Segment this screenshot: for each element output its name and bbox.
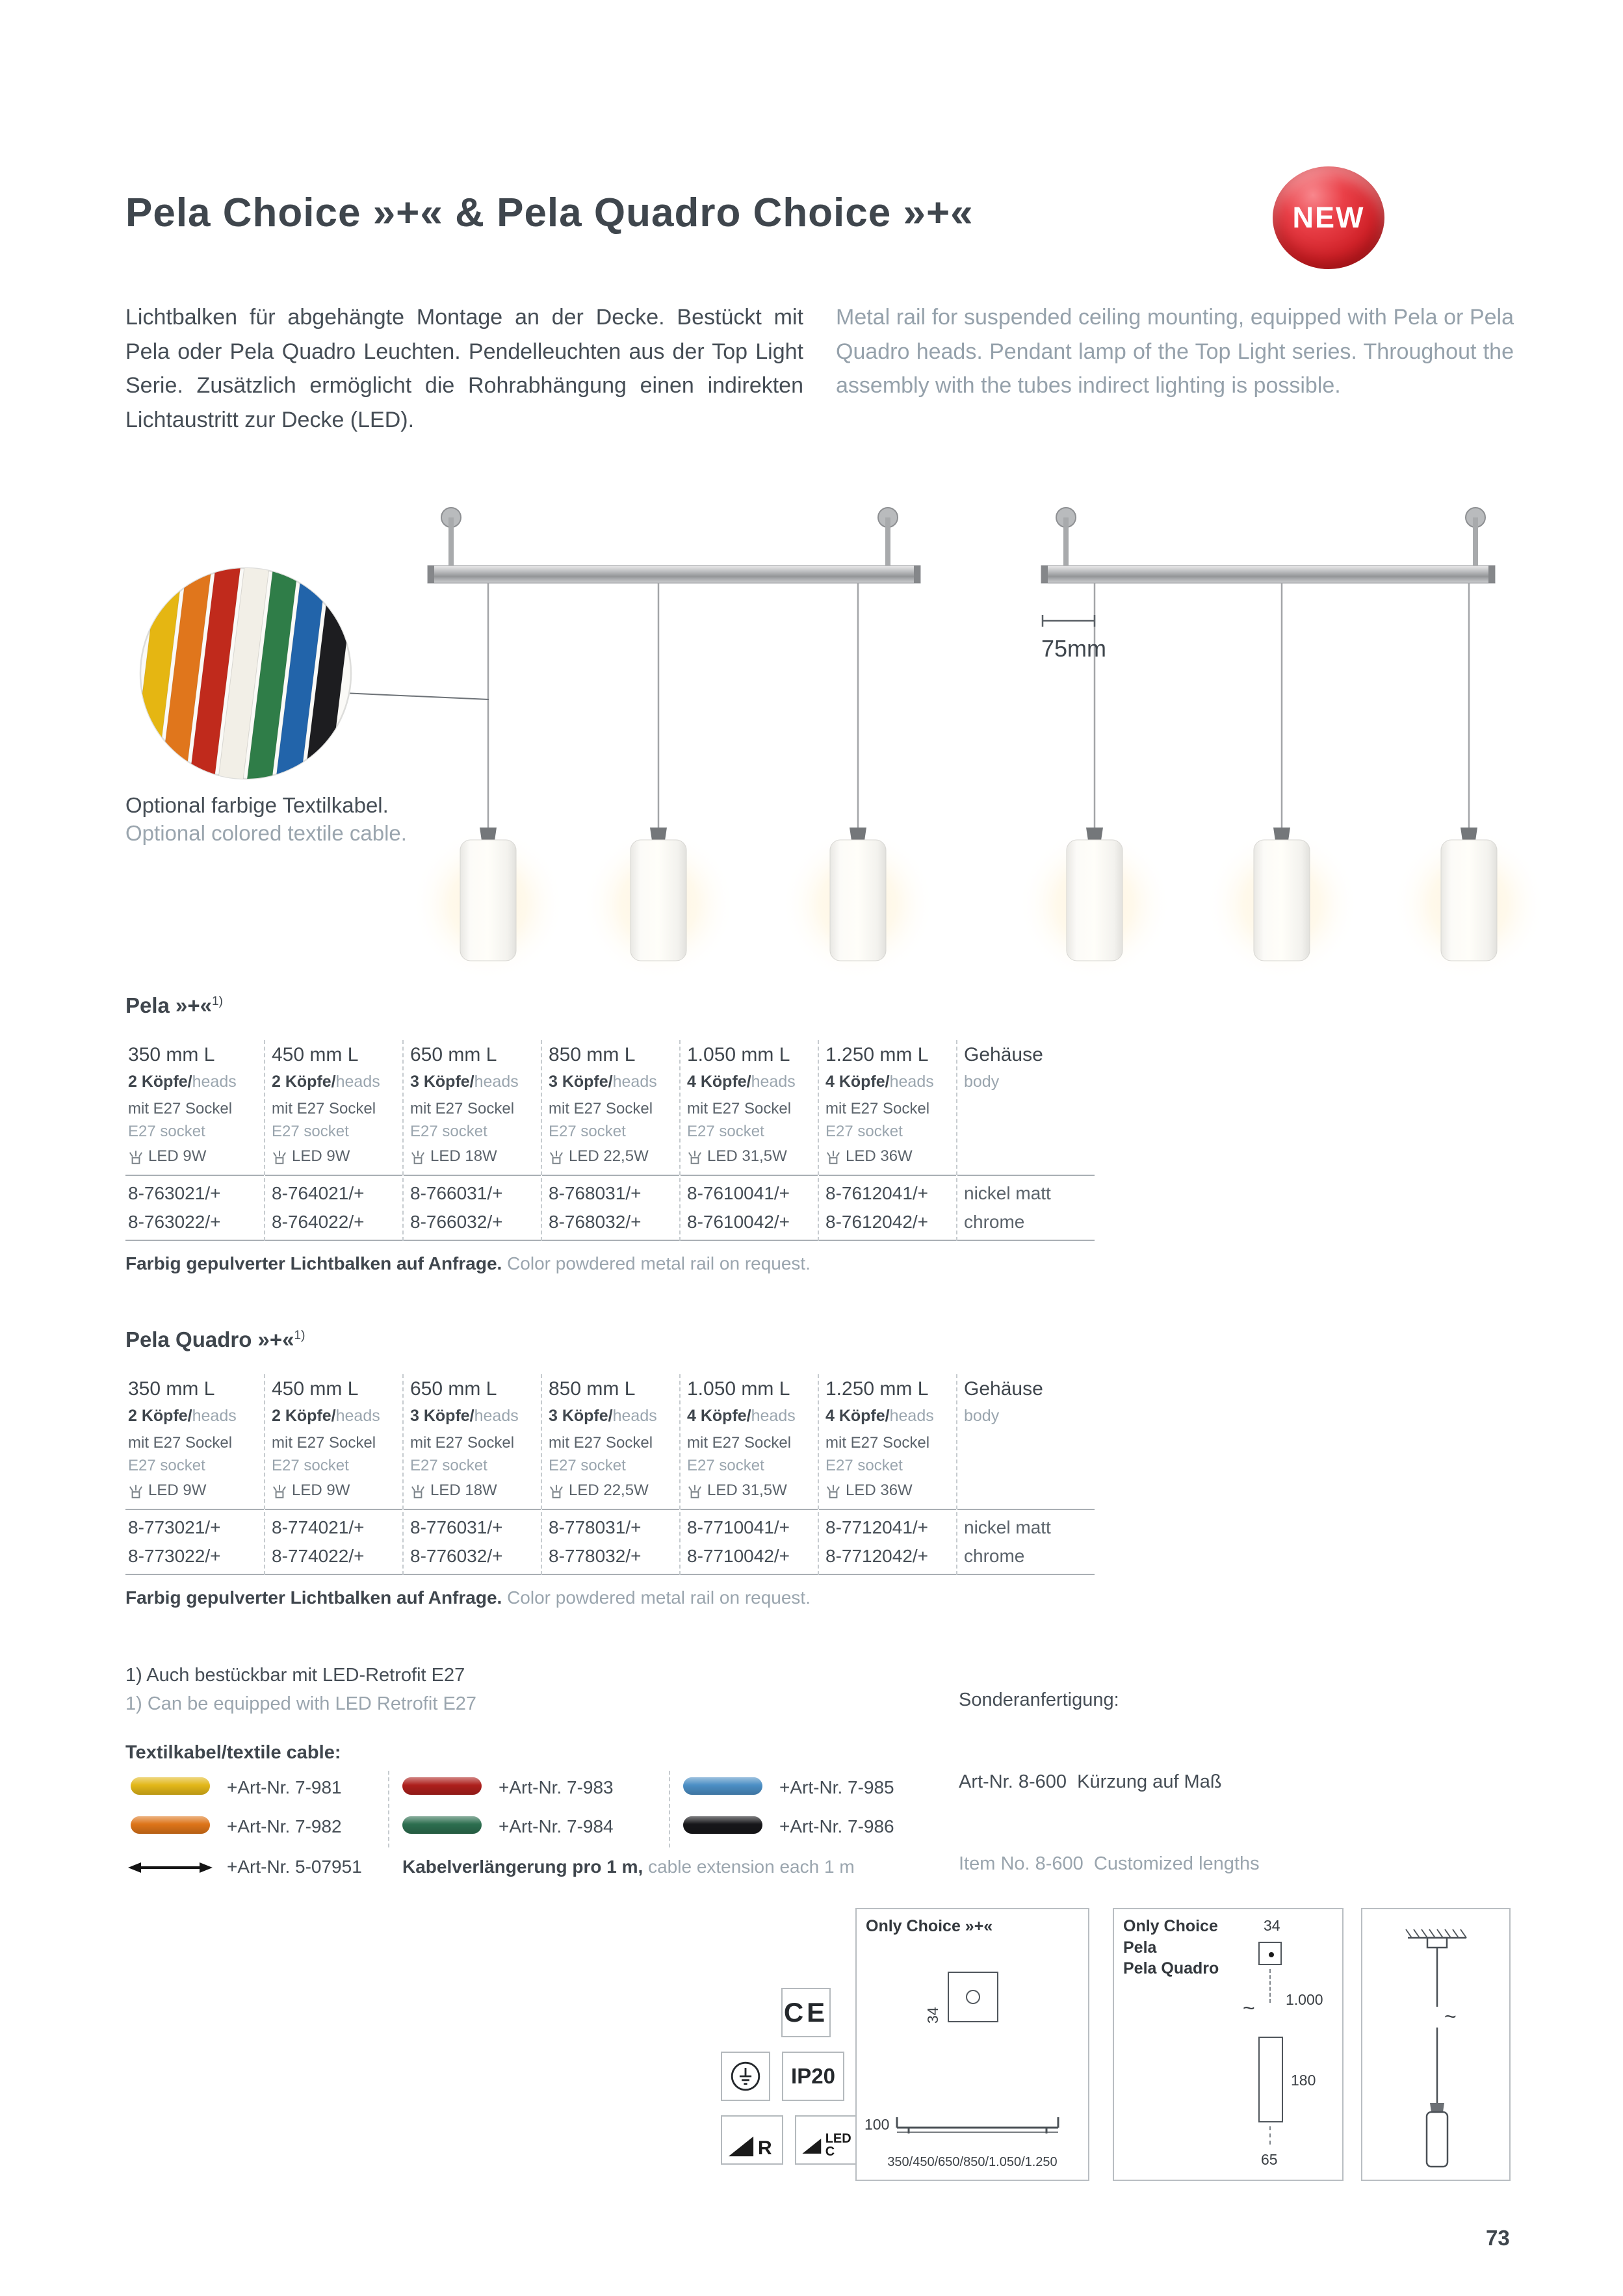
table-column bbox=[125, 1374, 264, 1575]
heads-label: 3 Köpfe/heads bbox=[549, 1407, 657, 1425]
length-header: 850 mm L bbox=[549, 1044, 636, 1065]
custom-art-en: Item No. 8-600 Customized lengths bbox=[959, 1853, 1260, 1875]
socket-label-de: mit E27 Sockel bbox=[410, 1100, 515, 1117]
length-header: 1.050 mm L bbox=[687, 1378, 790, 1400]
finish-option: chrome bbox=[964, 1546, 1025, 1566]
extension-description: Kabelverlängerung pro 1 m, cable extension each 1 m bbox=[402, 1857, 855, 1877]
article-numbers bbox=[542, 1509, 679, 1575]
article-number: 8-764021/+ bbox=[272, 1183, 365, 1203]
table-column-body bbox=[956, 1040, 1095, 1241]
length-header: 450 mm L bbox=[272, 1378, 359, 1400]
body-header-de: Gehäuse bbox=[964, 1378, 1043, 1400]
pela-heading bbox=[125, 993, 223, 1018]
heads-label: 4 Köpfe/heads bbox=[825, 1073, 934, 1091]
led-icon bbox=[272, 1483, 287, 1500]
socket-label-de: mit E27 Sockel bbox=[549, 1100, 653, 1117]
dim-1000: 1.000 bbox=[1286, 1991, 1323, 2008]
cable-art-no: +Art-Nr. 7-984 bbox=[499, 1816, 614, 1836]
textile-cable-heading: Textilkabel/textile cable: bbox=[125, 1742, 341, 1763]
led-wattage: LED 9W bbox=[128, 1145, 264, 1175]
article-number: 8-778032/+ bbox=[549, 1546, 642, 1566]
rail-top-view bbox=[948, 1972, 998, 2022]
footnotes bbox=[125, 1662, 476, 1718]
led-wattage: LED 36W bbox=[825, 1480, 956, 1509]
led-icon bbox=[687, 1149, 703, 1166]
article-numbers bbox=[404, 1509, 541, 1575]
article-number: 8-773021/+ bbox=[128, 1517, 221, 1537]
socket-label-de: mit E27 Sockel bbox=[549, 1434, 653, 1452]
lamp-assembly-right bbox=[1018, 508, 1546, 981]
cable-art-no: +Art-Nr. 7-985 bbox=[779, 1777, 894, 1797]
socket-label-en: E27 socket bbox=[272, 1457, 349, 1474]
cable-swatch-red bbox=[402, 1777, 482, 1795]
tech-drawing-pendant bbox=[1113, 1908, 1344, 2181]
article-number: 8-774022/+ bbox=[272, 1546, 365, 1566]
led-wattage: LED 9W bbox=[272, 1145, 402, 1175]
figure-caption-en: Optional colored textile cable. bbox=[125, 821, 407, 845]
tilde-variable-length: ~ bbox=[1243, 1996, 1255, 2020]
new-badge bbox=[1273, 166, 1384, 269]
new-badge-label: NEW bbox=[1292, 201, 1365, 234]
table-column bbox=[402, 1040, 541, 1241]
article-number: 8-768032/+ bbox=[549, 1212, 642, 1232]
socket-label-de: mit E27 Sockel bbox=[272, 1100, 376, 1117]
heads-label: 4 Köpfe/heads bbox=[687, 1407, 796, 1425]
table-column bbox=[264, 1374, 402, 1575]
article-numbers bbox=[265, 1509, 402, 1575]
available-lengths: 350/450/650/850/1.050/1.250 bbox=[887, 2155, 1058, 2169]
led-wattage: LED 31,5W bbox=[687, 1480, 818, 1509]
article-numbers bbox=[542, 1175, 679, 1241]
product-photo bbox=[0, 478, 1623, 985]
intro-paragraph-german: Lichtbalken für abgehängte Montage an der Decke. Bestückt mit Pela oder Pela Quadro Leuchten. Pendelleuchten aus der Top Light Serie. Zusätzlich ermöglicht die Rohrabhängung einen indirekten Lichtaustritt zur Decke (LED). bbox=[125, 305, 803, 433]
heads-label: 2 Köpfe/heads bbox=[272, 1073, 380, 1091]
quadro-heading bbox=[125, 1327, 305, 1352]
socket-label-de: mit E27 Sockel bbox=[410, 1434, 515, 1452]
finish-options bbox=[957, 1175, 1095, 1241]
length-header: 1.250 mm L bbox=[825, 1378, 929, 1400]
socket-label-en: E27 socket bbox=[128, 1457, 205, 1474]
ip20-rating-icon: IP20 bbox=[782, 2052, 844, 2101]
dim-34: 34 bbox=[924, 2007, 941, 2024]
page-title: Pela Choice »+« & Pela Quadro Choice »+« bbox=[125, 190, 974, 235]
table-column-body bbox=[956, 1374, 1095, 1575]
heads-label: 4 Köpfe/heads bbox=[687, 1073, 796, 1091]
drawing-title: Only Choice Pela Pela Quadro bbox=[1123, 1917, 1219, 1977]
table-column bbox=[679, 1040, 818, 1241]
length-header: 650 mm L bbox=[410, 1378, 497, 1400]
length-header: 650 mm L bbox=[410, 1044, 497, 1065]
led-icon bbox=[687, 1483, 703, 1500]
heads-label: 4 Köpfe/heads bbox=[825, 1407, 934, 1425]
article-number: 8-7712042/+ bbox=[825, 1546, 929, 1566]
led-wattage: LED 22,5W bbox=[549, 1145, 679, 1175]
cable-swatch-black bbox=[683, 1816, 762, 1834]
socket-label-en: E27 socket bbox=[128, 1123, 205, 1140]
article-number: 8-763022/+ bbox=[128, 1212, 221, 1232]
article-numbers bbox=[125, 1509, 264, 1575]
extension-art-no: +Art-Nr. 5-07951 bbox=[227, 1857, 362, 1877]
article-number: 8-766031/+ bbox=[410, 1183, 503, 1203]
article-number: 8-7712041/+ bbox=[825, 1517, 929, 1537]
tech-drawing-choice bbox=[855, 1908, 1089, 2181]
table-column bbox=[541, 1040, 679, 1241]
led-icon bbox=[825, 1483, 841, 1500]
figure-caption-de: Optional farbige Textilkabel. bbox=[125, 793, 389, 817]
textile-cable-table bbox=[125, 1771, 1113, 1901]
finish-option: nickel matt bbox=[964, 1183, 1051, 1203]
cable-swatch-orange bbox=[131, 1816, 210, 1834]
dim-100: 100 bbox=[864, 2116, 890, 2133]
article-numbers bbox=[819, 1509, 956, 1575]
socket-label-en: E27 socket bbox=[687, 1123, 764, 1140]
article-number: 8-778031/+ bbox=[549, 1517, 642, 1537]
lamp-body-symbol bbox=[1258, 2037, 1283, 2122]
canopy-symbol bbox=[1258, 1942, 1282, 1965]
dim-extension-line bbox=[1269, 2126, 1271, 2145]
led-icon bbox=[272, 1149, 287, 1166]
lamp-assembly-left bbox=[411, 508, 935, 981]
socket-label-de: mit E27 Sockel bbox=[825, 1434, 930, 1452]
article-numbers bbox=[125, 1175, 264, 1241]
article-number: 8-776031/+ bbox=[410, 1517, 503, 1537]
footnote-marker: 1) bbox=[294, 1329, 305, 1342]
cable-art-no: +Art-Nr. 7-982 bbox=[227, 1816, 342, 1836]
dim-180: 180 bbox=[1291, 2072, 1316, 2089]
article-number: 8-768031/+ bbox=[549, 1183, 642, 1203]
article-numbers bbox=[681, 1509, 818, 1575]
article-numbers bbox=[265, 1175, 402, 1241]
rail-side-view bbox=[857, 2102, 1091, 2147]
phase-dimmer-triangle bbox=[727, 2132, 755, 2158]
article-number: 8-7710041/+ bbox=[687, 1517, 790, 1537]
article-number: 8-7612041/+ bbox=[825, 1183, 929, 1203]
quadro-table bbox=[125, 1374, 1095, 1575]
led-icon bbox=[410, 1483, 426, 1500]
socket-label-en: E27 socket bbox=[825, 1457, 903, 1474]
led-icon bbox=[410, 1149, 426, 1166]
socket-label-en: E27 socket bbox=[272, 1123, 349, 1140]
pela-table bbox=[125, 1040, 1095, 1241]
dimmable-r-icon: R bbox=[721, 2115, 783, 2165]
cable-art-no: +Art-Nr. 7-983 bbox=[499, 1777, 614, 1797]
length-header: 1.250 mm L bbox=[825, 1044, 929, 1065]
length-header: 450 mm L bbox=[272, 1044, 359, 1065]
body-header-de: Gehäuse bbox=[964, 1044, 1043, 1065]
socket-label-en: E27 socket bbox=[825, 1123, 903, 1140]
finish-option: chrome bbox=[964, 1212, 1025, 1232]
cable-swatch-green bbox=[402, 1816, 482, 1834]
tube-suspension-drawing bbox=[1362, 1909, 1512, 2182]
led-wattage: LED 9W bbox=[128, 1480, 264, 1509]
article-number: 8-774021/+ bbox=[272, 1517, 365, 1537]
table-column bbox=[818, 1040, 956, 1241]
led-wattage: LED 36W bbox=[825, 1145, 956, 1175]
page-number: 73 bbox=[1486, 2226, 1510, 2250]
article-numbers bbox=[404, 1175, 541, 1241]
socket-label-en: E27 socket bbox=[410, 1457, 487, 1474]
ground-symbol bbox=[729, 2059, 762, 2093]
pela-table-note: Farbig gepulverter Lichtbalken auf Anfrage. Color powdered metal rail on request. bbox=[125, 1253, 811, 1273]
heads-label: 3 Köpfe/heads bbox=[410, 1407, 519, 1425]
cable-swatch-yellow bbox=[131, 1777, 210, 1795]
drawing-title: Only Choice »+« bbox=[866, 1917, 993, 1935]
socket-label-en: E27 socket bbox=[410, 1123, 487, 1140]
led-wattage: LED 18W bbox=[410, 1145, 541, 1175]
protective-earth-icon bbox=[721, 2052, 770, 2101]
custom-title: Sonderanfertigung: bbox=[959, 1689, 1119, 1711]
dim-65: 65 bbox=[1261, 2151, 1278, 2168]
cable-art-no: +Art-Nr. 7-986 bbox=[779, 1816, 894, 1836]
footnote-marker: 1) bbox=[212, 995, 223, 1008]
table-column bbox=[402, 1374, 541, 1575]
socket-label-de: mit E27 Sockel bbox=[128, 1100, 233, 1117]
heads-label: 2 Köpfe/heads bbox=[272, 1407, 380, 1425]
ce-mark-icon: CE bbox=[781, 1988, 831, 2037]
table-column bbox=[818, 1374, 956, 1575]
led-icon bbox=[549, 1483, 564, 1500]
length-header: 350 mm L bbox=[128, 1044, 215, 1065]
divider bbox=[669, 1771, 670, 1847]
socket-label-en: E27 socket bbox=[549, 1123, 626, 1140]
article-numbers bbox=[681, 1175, 818, 1241]
body-header-en: body bbox=[964, 1407, 1000, 1425]
table-column bbox=[264, 1040, 402, 1241]
heads-label: 2 Köpfe/heads bbox=[128, 1073, 237, 1091]
footnote-de: 1) Auch bestückbar mit LED-Retrofit E27 bbox=[125, 1665, 465, 1686]
table-column bbox=[541, 1374, 679, 1575]
dimension-75mm bbox=[1041, 615, 1106, 662]
led-icon bbox=[128, 1149, 144, 1166]
length-header: 850 mm L bbox=[549, 1378, 636, 1400]
socket-label-en: E27 socket bbox=[549, 1457, 626, 1474]
heads-label: 2 Köpfe/heads bbox=[128, 1407, 237, 1425]
table-column bbox=[125, 1040, 264, 1241]
heads-label: 3 Köpfe/heads bbox=[410, 1073, 519, 1091]
led-icon bbox=[549, 1149, 564, 1166]
led-icon bbox=[825, 1149, 841, 1166]
socket-label-de: mit E27 Sockel bbox=[687, 1434, 792, 1452]
quadro-table-note: Farbig gepulverter Lichtbalken auf Anfrage. Color powdered metal rail on request. bbox=[125, 1587, 811, 1608]
led-wattage: LED 22,5W bbox=[549, 1480, 679, 1509]
heads-label: 3 Köpfe/heads bbox=[549, 1073, 657, 1091]
socket-label-en: E27 socket bbox=[687, 1457, 764, 1474]
article-number: 8-763021/+ bbox=[128, 1183, 221, 1203]
body-header-en: body bbox=[964, 1073, 1000, 1091]
led-wattage: LED 18W bbox=[410, 1480, 541, 1509]
dimension-75mm-label: 75mm bbox=[1041, 635, 1107, 662]
finish-options bbox=[957, 1509, 1095, 1575]
article-number: 8-7710042/+ bbox=[687, 1546, 790, 1566]
article-number: 8-776032/+ bbox=[410, 1546, 503, 1566]
article-number: 8-766032/+ bbox=[410, 1212, 503, 1232]
footnote-en: 1) Can be equipped with LED Retrofit E27 bbox=[125, 1693, 477, 1714]
divider bbox=[388, 1771, 389, 1847]
table-column bbox=[679, 1374, 818, 1575]
double-arrow-icon bbox=[128, 1860, 213, 1875]
led-wattage: LED 9W bbox=[272, 1480, 402, 1509]
finish-option: nickel matt bbox=[964, 1517, 1051, 1537]
intro-paragraph-english: Metal rail for suspended ceiling mounting, equipped with Pela or Pela Quadro heads. Pendant lamp of the Top Light series. Throughout the assembly with the tubes indirect lighting is possible. bbox=[836, 305, 1514, 398]
dim-34: 34 bbox=[1264, 1917, 1280, 1934]
socket-label-de: mit E27 Sockel bbox=[128, 1434, 233, 1452]
length-header: 1.050 mm L bbox=[687, 1044, 790, 1065]
phase-dimmer-triangle bbox=[801, 2132, 822, 2158]
article-number: 8-7610042/+ bbox=[687, 1212, 790, 1232]
cable-swatch-blue bbox=[683, 1777, 762, 1795]
article-number: 8-764022/+ bbox=[272, 1212, 365, 1232]
led-wattage: LED 31,5W bbox=[687, 1145, 818, 1175]
socket-label-de: mit E27 Sockel bbox=[687, 1100, 792, 1117]
dimmable-led-c-icon: LED C bbox=[795, 2115, 861, 2165]
article-numbers bbox=[819, 1175, 956, 1241]
socket-label-de: mit E27 Sockel bbox=[825, 1100, 930, 1117]
article-number: 8-7612042/+ bbox=[825, 1212, 929, 1232]
custom-art-de: Art-Nr. 8-600 Kürzung auf Maß bbox=[959, 1771, 1222, 1793]
cable-exit-hole bbox=[966, 1990, 980, 2004]
pela-heading-text: Pela »+« bbox=[125, 993, 213, 1017]
length-header: 350 mm L bbox=[128, 1378, 215, 1400]
article-number: 8-773022/+ bbox=[128, 1546, 221, 1566]
quadro-heading-text: Pela Quadro »+« bbox=[125, 1327, 294, 1351]
article-number: 8-7610041/+ bbox=[687, 1183, 790, 1203]
cable-art-no: +Art-Nr. 7-981 bbox=[227, 1777, 342, 1797]
led-icon bbox=[128, 1483, 144, 1500]
tilde-variable-length: ~ bbox=[1444, 2005, 1457, 2028]
suspension-line bbox=[1269, 1969, 1271, 2003]
socket-label-de: mit E27 Sockel bbox=[272, 1434, 376, 1452]
tech-drawing-tube bbox=[1361, 1908, 1511, 2181]
